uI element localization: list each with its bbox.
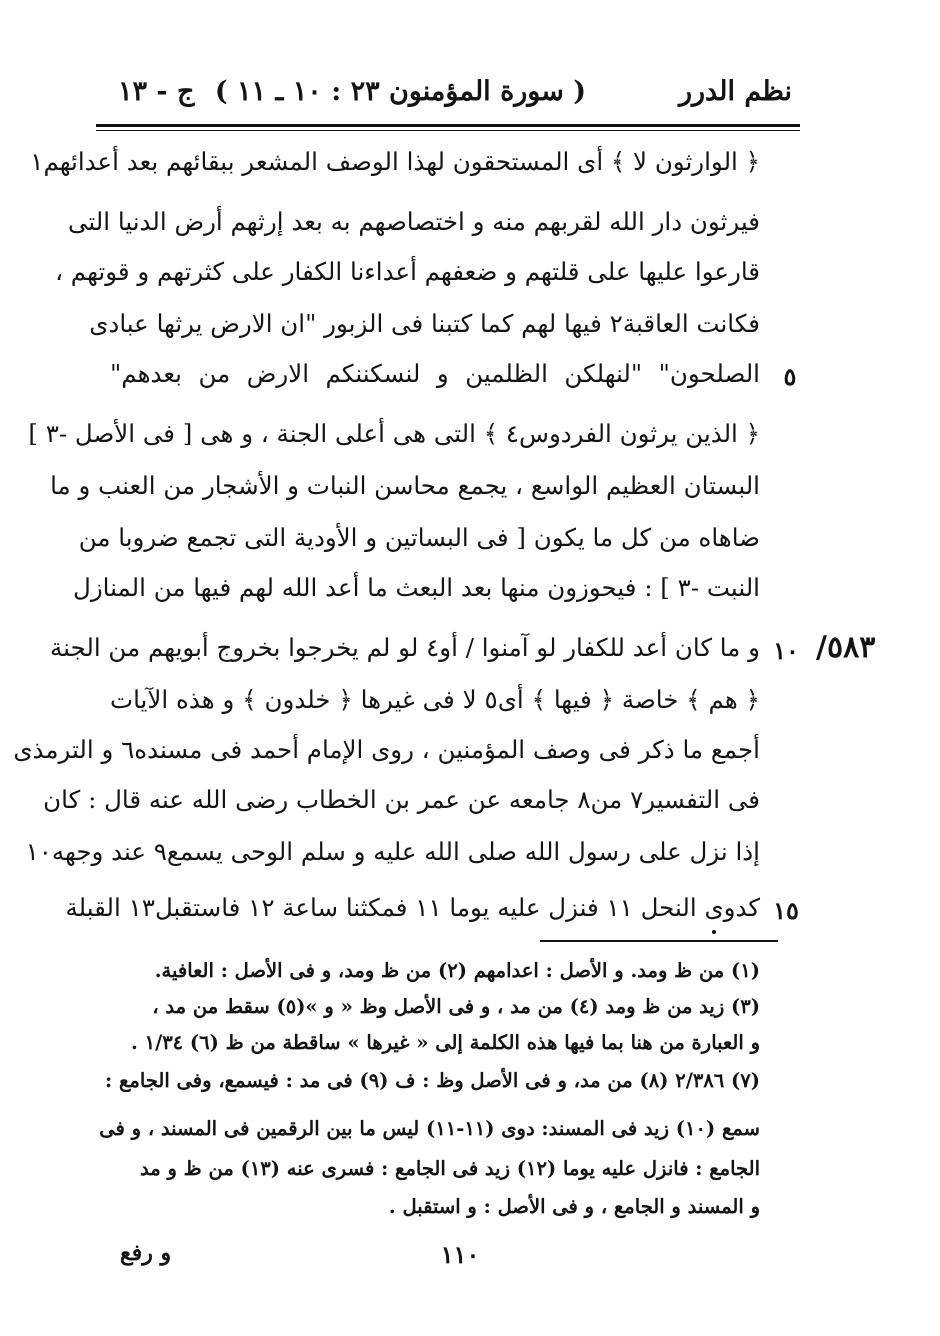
volume-number: ج - ١٣ [118,76,195,107]
body-line: فى التفسير٧ من٨ جامعه عن عمر بن الخطاب رضى الله عنه قال : كان [43,785,760,814]
line-number-10: ١٠ [773,636,799,665]
footnote-rule [540,940,778,942]
body-line: الصلحون" "لنهلكن الظلمين و لنسكننكم الارض من بعدهم" [110,359,760,388]
body-line: فيرثون دار الله لقربهم منه و اختصاصهم به بعد إرثهم أرض الدنيا التى [67,207,760,236]
footnote-line: الجامع : فانزل عليه يوما (١٢) زيد فى الجامع : فسرى عنه (١٣) من ظ و مد [140,1157,760,1180]
footnote-marker-dot [712,930,716,934]
footnote-line: و العبارة من هنا بما فيها هذه الكلمة إلى « غيرها » ساقطة من ظ (٦) ١/٣٤ . [131,1031,760,1054]
body-line: ضاهاه من كل ما يكون [ فى البساتين و الأودية التى تجمع ضروبا من [78,523,760,552]
catchword: و رفع [120,1240,172,1266]
surah-reference: ( سورة المؤمنون ٢٣ : ١٠ ـ ١١ ) [214,76,586,107]
body-line: ﴿ هم ﴾ خاصة ﴿ فيها ﴾ أى٥ لا فى غيرها ﴿ خلدون ﴾ و هذه الآيات [110,685,761,714]
body-line: فكانت العاقبة٢ فيها لهم كما كتبنا فى الزبور "ان الارض يرثها عبادى [89,309,760,338]
footnote-line: و المسند و الجامع ، و فى الأصل : و استقبل . [388,1195,760,1218]
footnote-line: (٣) زيد من ظ ومد (٤) من مد ، و فى الأصل وظ « و »(٥) سقط من مد ، [152,995,760,1018]
body-line: كدوى النحل ١١ فنزل عليه يوما ١١ فمكثنا ساعة ١٢ فاستقبل١٣ القبلة [65,893,760,922]
body-line: إذا نزل على رسول الله صلى الله عليه و سلم الوحى يسمع٩ عند وجهه١٠ [25,837,760,866]
footnote-line: سمع (١٠) زيد فى المسند: دوى (١١-١١) ليس ما بين الرقمين فى المسند ، و فى [99,1117,760,1140]
book-title: نظم الدرر [678,76,792,107]
manuscript-folio-note: ٥٨٣/ [816,630,876,665]
header-rule-thin [96,130,800,131]
page-number: ١١٠ [440,1240,480,1269]
header-rule [96,124,800,127]
footnote-line: (١) من ظ ومد. و الأصل : اعدامهم (٢) من ظ ومد، و فى الأصل : العافية. [154,959,760,982]
body-line: قارعوا عليها على قلتهم و ضعفهم أعداءنا الكفار على كثرتهم و قوتهم ، [55,257,760,286]
body-line: و ما كان أعد للكفار لو آمنوا / أو٤ لو لم يخرجوا بخروج أبويهم من الجنة [50,633,760,662]
body-line: ﴿ الذين يرثون الفردوس٤ ﴾ التى هى أعلى الجنة ، و هى [ فى الأصل -٣ ] [28,419,760,448]
body-line: أجمع ما ذكر فى وصف المؤمنين ، روى الإمام أحمد فى مسنده٦ و الترمذى [13,735,760,764]
footnote-line: (٧) ٢/٣٨٦ (٨) من مد، و فى الأصل وظ : ف (٩) فى مد : فيسمع، وفى الجامع : [105,1069,760,1092]
running-header [96,72,796,128]
line-number-15: ١٥ [773,896,799,925]
body-line: ﴿ الوارثون لا ﴾ أى المستحقون لهذا الوصف المشعر ببقائهم بعد أعدائهم١ [30,147,760,176]
body-line: البستان العظيم الواسع ، يجمع محاسن النبات و الأشجار من العنب و ما [50,471,760,500]
body-line: النبت -٣ ] : فيحوزون منها بعد البعث ما أعد الله لهم فيها من المنازل [73,573,760,602]
line-number-5: ٥ [783,362,797,391]
